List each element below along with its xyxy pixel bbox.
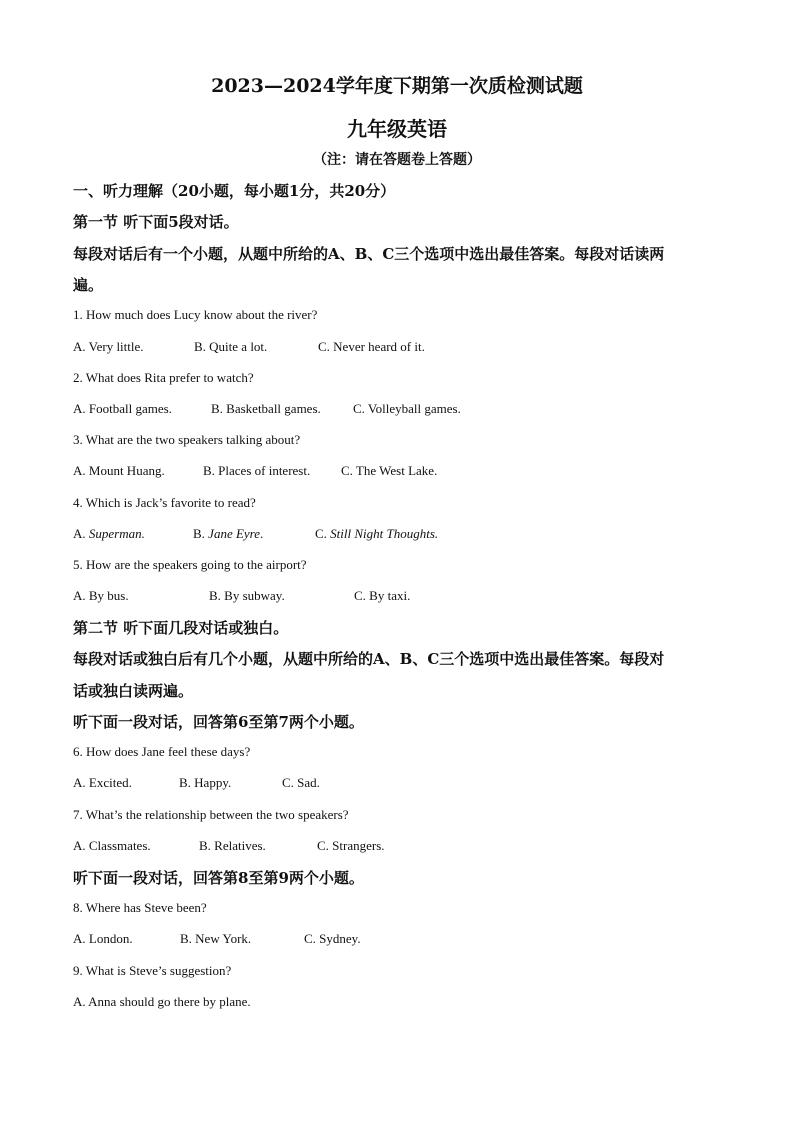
question-4: 4. Which is Jack’s favorite to read?: [73, 495, 256, 510]
part1-instruction-line1: 每段对话后有一个小题，从题中所给的A、B、C三个选项中选出最佳答案。每段对话读两: [73, 245, 665, 263]
question-7-options: [73, 837, 723, 855]
option-b: B. New York.: [180, 931, 252, 946]
question-1-options: [73, 338, 723, 356]
option-b: B. Relatives.: [199, 838, 266, 853]
option-b: B. Quite a lot.: [194, 339, 268, 354]
option-c: C. Sydney.: [304, 931, 361, 946]
question-2: 2. What does Rita prefer to watch?: [73, 370, 254, 385]
option-a: A. London.: [73, 931, 133, 946]
dialogue-group-1: 听下面一段对话，回答第6至第7两个小题。: [73, 713, 364, 731]
option-text: Superman.: [88, 526, 145, 541]
question-4-options: [73, 525, 723, 543]
question-8: 8. Where has Steve been?: [73, 900, 207, 915]
option-c: [315, 525, 438, 543]
option-a: [73, 525, 145, 543]
option-b: B. Basketball games.: [211, 401, 321, 416]
question-7: 7. What’s the relationship between the two speakers?: [73, 807, 349, 822]
question-6-options: [73, 774, 723, 792]
option-a: A. Very little.: [73, 339, 144, 354]
question-9: 9. What is Steve’s suggestion?: [73, 963, 232, 978]
option-c: C. The West Lake.: [341, 463, 438, 478]
option-c: C. Volleyball games.: [353, 401, 461, 416]
option-a: A. Mount Huang.: [73, 463, 165, 478]
option-text: Jane Eyre: [208, 526, 261, 541]
question-3-options: [73, 462, 723, 480]
option-letter: B.: [193, 526, 209, 541]
dialogue-group-2: 听下面一段对话，回答第8至第9两个小题。: [73, 869, 364, 887]
option-a: A. Anna should go there by plane.: [73, 994, 251, 1009]
question-2-options: [73, 400, 723, 418]
part1-instruction-line2: 遍。: [73, 276, 104, 294]
option-c: C. By taxi.: [354, 588, 411, 603]
option-a: A. By bus.: [73, 588, 129, 603]
part1-heading: 第一节 听下面5段对话。: [73, 213, 239, 231]
question-9-options: [73, 993, 723, 1011]
part2-instruction-line2: 话或独白读两遍。: [73, 682, 194, 700]
option-text: Still Night Thoughts.: [330, 526, 439, 541]
question-6: 6. How does Jane feel these days?: [73, 744, 251, 759]
exam-subject: 九年级英语: [347, 117, 447, 141]
option-c: C. Sad.: [282, 775, 320, 790]
option-c: C. Never heard of it.: [318, 339, 425, 354]
question-8-options: [73, 930, 723, 948]
option-punctuation: .: [260, 526, 264, 541]
option-letter: A.: [73, 526, 89, 541]
option-a: A. Excited.: [73, 775, 132, 790]
exam-title: 2023—2024学年度下期第一次质检测试题: [211, 75, 583, 97]
option-b: B. Happy.: [179, 775, 232, 790]
question-3: 3. What are the two speakers talking about?: [73, 432, 301, 447]
option-c: C. Strangers.: [317, 838, 385, 853]
part2-instruction-line1: 每段对话或独白后有几个小题，从题中所给的A、B、C三个选项中选出最佳答案。每段对: [73, 650, 665, 668]
option-a: A. Classmates.: [73, 838, 151, 853]
option-b: B. Places of interest.: [203, 463, 311, 478]
option-letter: C.: [315, 526, 331, 541]
exam-note: （注：请在答题卷上答题）: [313, 152, 481, 168]
option-b: [193, 525, 263, 543]
question-5: 5. How are the speakers going to the airport?: [73, 557, 307, 572]
option-a: A. Football games.: [73, 401, 172, 416]
option-b: B. By subway.: [209, 588, 285, 603]
question-1: 1. How much does Lucy know about the river?: [73, 307, 318, 322]
question-5-options: [73, 587, 723, 605]
section-heading: 一、听力理解（20小题，每小题1分，共20分）: [73, 182, 396, 200]
part2-heading: 第二节 听下面几段对话或独白。: [73, 619, 289, 637]
